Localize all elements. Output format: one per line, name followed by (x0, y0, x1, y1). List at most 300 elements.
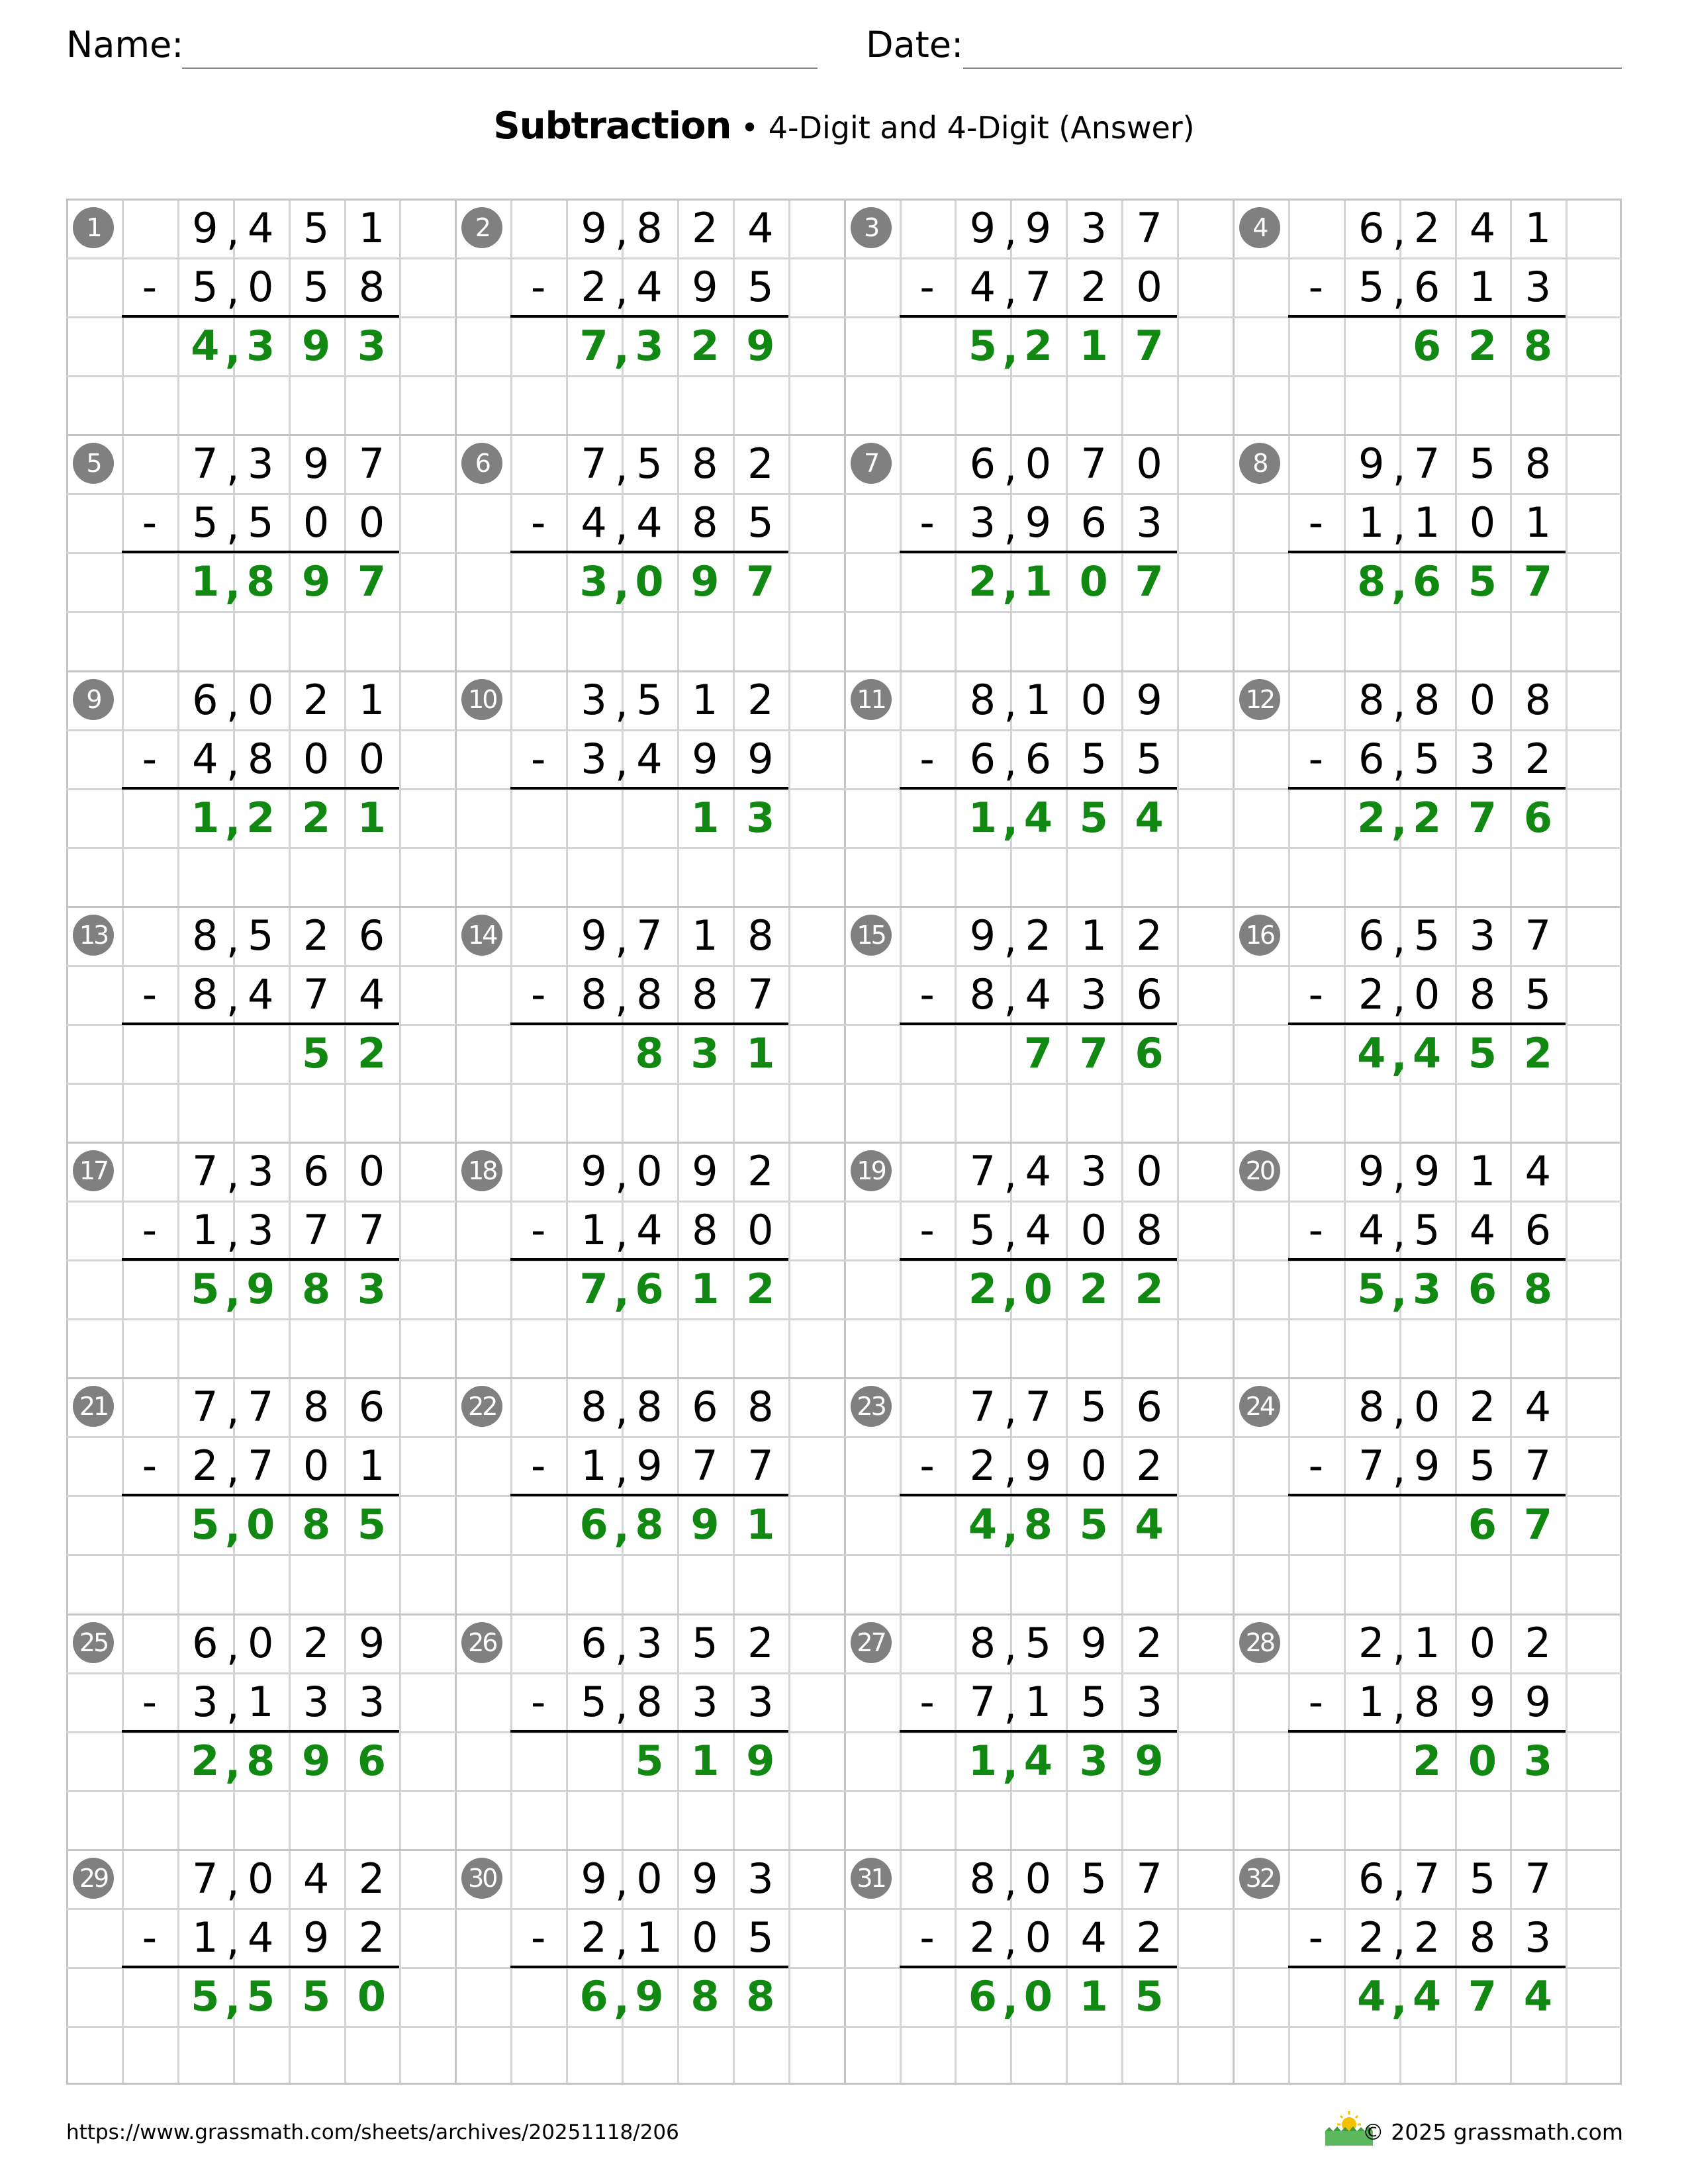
answer-digit: 7 (579, 322, 608, 371)
subtrahend-digit: 7 (1524, 1441, 1552, 1490)
subtrahend-digit: 8 (1469, 1913, 1496, 1962)
minuend-digit: 1 (1025, 675, 1052, 724)
subtrahend-digit: 7 (969, 1677, 996, 1726)
minuend-digit: 5 (1413, 911, 1440, 960)
answer-digit: 4 (968, 1500, 997, 1549)
minuend-digit: 0 (636, 1854, 663, 1903)
minus-sign: - (531, 1913, 546, 1962)
subtrahend-digit: 9 (1469, 1677, 1496, 1726)
thousands-separator: , (615, 1856, 628, 1905)
thousands-separator: , (226, 1444, 240, 1493)
minuend-digit: 6 (303, 1147, 330, 1195)
answer-digit: 4 (1023, 793, 1053, 842)
answer-digit: 4 (1135, 793, 1164, 842)
answer-digit: 3 (1079, 1736, 1108, 1785)
thousands-separator: , (1391, 1031, 1407, 1080)
minuend-digit: 0 (247, 675, 274, 724)
subtrahend-digit: 0 (303, 734, 330, 783)
answer-digit: 1 (191, 793, 220, 842)
problem-number-badge: 24 (1239, 1386, 1280, 1427)
subtrahend-digit: 5 (581, 1677, 607, 1726)
answer-digit: 5 (1135, 1972, 1164, 2021)
answer-digit: 3 (357, 322, 387, 371)
minus-sign: - (142, 263, 158, 312)
problem-number-badge: 8 (1239, 443, 1280, 484)
answer-line (900, 1966, 1178, 1968)
answer-digit: 2 (1135, 1265, 1164, 1314)
minuend-digit: 2 (1136, 911, 1162, 960)
minus-sign: - (142, 734, 158, 783)
thousands-separator: , (1004, 1915, 1017, 1964)
answer-line (122, 551, 400, 553)
minuend-digit: 9 (581, 911, 607, 960)
minuend-digit: 3 (247, 1147, 274, 1195)
minuend-digit: 9 (1413, 1147, 1440, 1195)
subtrahend-digit: 0 (692, 1913, 718, 1962)
subtrahend-digit: 3 (747, 1677, 774, 1726)
subtrahend-digit: 8 (1136, 1206, 1162, 1255)
subtrahend-digit: 9 (1025, 1441, 1052, 1490)
answer-digit: 9 (302, 557, 331, 606)
subtrahend-digit: 4 (969, 263, 996, 312)
subtrahend-digit: 6 (969, 734, 996, 783)
minuend-digit: 2 (303, 911, 330, 960)
problem-number-badge: 5 (73, 443, 114, 484)
minuend-digit: 1 (1080, 911, 1107, 960)
problem-number-badge: 32 (1239, 1858, 1280, 1899)
subtrahend-digit: 1 (1413, 498, 1440, 547)
thousands-separator: , (226, 1621, 240, 1670)
answer-digit: 9 (746, 1736, 775, 1785)
footer-copyright: © 2025 grassmath.com (1362, 2119, 1623, 2145)
answer-digit: 2 (1468, 322, 1497, 371)
subtrahend-digit: 5 (1080, 1677, 1107, 1726)
thousands-separator: , (615, 206, 628, 255)
minus-sign: - (1308, 1441, 1323, 1490)
subtrahend-digit: 5 (747, 498, 774, 547)
subtrahend-digit: 5 (303, 263, 330, 312)
thousands-separator: , (615, 678, 628, 727)
answer-digit: 8 (1023, 1500, 1053, 1549)
answer-line (900, 315, 1178, 318)
thousands-separator: , (1391, 1974, 1407, 2023)
answer-digit: 4 (1357, 1972, 1386, 2021)
thousands-separator: , (1004, 265, 1017, 314)
minuend-digit: 8 (969, 675, 996, 724)
title-main: Subtraction (493, 105, 731, 148)
answer-digit: 4 (1357, 1028, 1386, 1077)
answer-digit: 6 (357, 1736, 387, 1785)
subtrahend-digit: 3 (358, 1677, 385, 1726)
problem-number-badge: 31 (851, 1858, 892, 1899)
thousands-separator: , (224, 796, 241, 844)
minuend-digit: 7 (358, 439, 385, 488)
subtrahend-digit: 1 (192, 1206, 218, 1255)
subtrahend-digit: 9 (692, 263, 718, 312)
subtrahend-digit: 9 (747, 734, 774, 783)
answer-digit: 5 (302, 1972, 331, 2021)
answer-digit: 8 (302, 1265, 331, 1314)
thousands-separator: , (615, 1385, 628, 1434)
thousands-separator: , (615, 972, 628, 1021)
problem-number-badge: 27 (851, 1622, 892, 1663)
grid-line (66, 1554, 1622, 1556)
subtrahend-digit: 0 (1413, 970, 1440, 1019)
minuend-digit: 8 (969, 1854, 996, 1903)
answer-digit: 6 (1523, 793, 1552, 842)
answer-digit: 2 (1523, 1028, 1552, 1077)
minus-sign: - (919, 970, 935, 1019)
minuend-digit: 1 (358, 675, 385, 724)
minuend-digit: 0 (1413, 1383, 1440, 1432)
answer-digit: 4 (191, 322, 220, 371)
minuend-digit: 4 (1524, 1383, 1552, 1432)
answer-line (510, 315, 788, 318)
answer-line (510, 787, 788, 790)
subtrahend-digit: 5 (1413, 734, 1440, 783)
problem-number-badge: 7 (851, 443, 892, 484)
minuend-digit: 7 (1136, 1854, 1162, 1903)
minuend-digit: 6 (692, 1383, 718, 1432)
thousands-separator: , (226, 678, 240, 727)
minuend-digit: 2 (1524, 1618, 1552, 1667)
minuend-digit: 8 (969, 1618, 996, 1667)
subtrahend-digit: 0 (303, 498, 330, 547)
minuend-digit: 7 (1413, 1854, 1440, 1903)
answer-digit: 3 (635, 322, 664, 371)
minus-sign: - (1308, 970, 1323, 1019)
answer-digit: 2 (968, 1265, 997, 1314)
answer-digit: 6 (1413, 322, 1442, 371)
minuend-digit: 1 (1469, 1147, 1496, 1195)
minus-sign: - (142, 970, 158, 1019)
subtrahend-digit: 2 (1358, 970, 1385, 1019)
thousands-separator: , (615, 1444, 628, 1493)
subtrahend-digit: 8 (692, 498, 718, 547)
grid-line (66, 1083, 1622, 1085)
answer-digit: 0 (246, 1500, 275, 1549)
subtrahend-digit: 1 (358, 1441, 385, 1490)
thousands-separator: , (1004, 442, 1017, 491)
subtrahend-digit: 3 (247, 1206, 274, 1255)
minuend-digit: 4 (1469, 204, 1496, 252)
subtrahend-digit: 7 (747, 970, 774, 1019)
subtrahend-digit: 5 (247, 498, 274, 547)
minuend-digit: 5 (1080, 1383, 1107, 1432)
answer-line (900, 551, 1178, 553)
minuend-digit: 3 (1469, 911, 1496, 960)
subtrahend-digit: 6 (1136, 970, 1162, 1019)
problem-number-badge: 10 (461, 679, 502, 720)
subtrahend-digit: 2 (192, 1441, 218, 1490)
answer-digit: 1 (1079, 1972, 1108, 2021)
answer-digit: 1 (968, 1736, 997, 1785)
answer-line (122, 1730, 400, 1733)
answer-digit: 5 (191, 1500, 220, 1549)
subtrahend-digit: 1 (1025, 1677, 1052, 1726)
thousands-separator: , (226, 442, 240, 491)
thousands-separator: , (1002, 324, 1019, 373)
subtrahend-digit: 8 (692, 1206, 718, 1255)
minus-sign: - (919, 734, 935, 783)
minuend-digit: 8 (1413, 675, 1440, 724)
subtrahend-digit: 3 (581, 734, 607, 783)
minuend-digit: 1 (692, 911, 718, 960)
minuend-digit: 3 (747, 1854, 774, 1903)
answer-digit: 2 (1413, 793, 1442, 842)
minuend-digit: 8 (1358, 1383, 1385, 1432)
problem-grid (66, 199, 1622, 2085)
subtrahend-digit: 0 (747, 1206, 774, 1255)
minus-sign: - (142, 1206, 158, 1255)
thousands-separator: , (226, 913, 240, 962)
answer-line (1288, 1966, 1566, 1968)
subtrahend-digit: 0 (303, 1441, 330, 1490)
answer-line (1288, 1494, 1566, 1496)
thousands-separator: , (1392, 501, 1406, 550)
minuend-digit: 2 (1413, 204, 1440, 252)
problem-number-badge: 15 (851, 915, 892, 956)
minus-sign: - (531, 970, 546, 1019)
subtrahend-digit: 3 (1136, 498, 1162, 547)
answer-digit: 9 (746, 322, 775, 371)
thousands-separator: , (1002, 796, 1019, 844)
minuend-digit: 6 (969, 439, 996, 488)
problem-number-badge: 18 (461, 1150, 502, 1191)
thousands-separator: , (1392, 737, 1406, 786)
minuend-digit: 8 (1524, 675, 1552, 724)
answer-digit: 7 (1523, 1500, 1552, 1549)
minuend-digit: 2 (747, 1618, 774, 1667)
minuend-digit: 8 (692, 439, 718, 488)
subtrahend-digit: 6 (1413, 263, 1440, 312)
thousands-separator: , (226, 1680, 240, 1729)
subtrahend-digit: 4 (581, 498, 607, 547)
thousands-separator: , (226, 1150, 240, 1198)
answer-digit: 5 (191, 1972, 220, 2021)
minus-sign: - (919, 1913, 935, 1962)
minuend-digit: 2 (747, 675, 774, 724)
problem-number-badge: 13 (73, 915, 114, 956)
thousands-separator: , (1004, 1385, 1017, 1434)
answer-digit: 0 (1468, 1736, 1497, 1785)
subtrahend-digit: 2 (581, 1913, 607, 1962)
subtrahend-digit: 5 (969, 1206, 996, 1255)
thousands-separator: , (226, 737, 240, 786)
answer-digit: 7 (1023, 1028, 1053, 1077)
thousands-separator: , (226, 1208, 240, 1257)
subtrahend-digit: 0 (1080, 1441, 1107, 1490)
thousands-separator: , (1392, 913, 1406, 962)
minuend-digit: 7 (192, 1147, 218, 1195)
problem-number-badge: 21 (73, 1386, 114, 1427)
thousands-separator: , (1004, 501, 1017, 550)
thousands-separator: , (1392, 972, 1406, 1021)
minuend-digit: 7 (192, 439, 218, 488)
subtrahend-digit: 8 (636, 1677, 663, 1726)
answer-digit: 1 (968, 793, 997, 842)
answer-line (510, 1494, 788, 1496)
minuend-digit: 2 (747, 439, 774, 488)
minuend-digit: 4 (1524, 1147, 1552, 1195)
answer-digit: 6 (1413, 557, 1442, 606)
subtrahend-digit: 2 (358, 1913, 385, 1962)
answer-digit: 9 (246, 1265, 275, 1314)
minus-sign: - (1308, 263, 1323, 312)
date-label: Date: (866, 24, 964, 66)
thousands-separator: , (1392, 442, 1406, 491)
thousands-separator: , (224, 560, 241, 609)
answer-digit: 9 (1135, 1736, 1164, 1785)
minus-sign: - (142, 498, 158, 547)
minus-sign: - (919, 1206, 935, 1255)
answer-digit: 7 (1079, 1028, 1108, 1077)
subtrahend-digit: 0 (247, 263, 274, 312)
subtrahend-digit: 2 (581, 263, 607, 312)
answer-line (900, 1258, 1178, 1261)
minuend-digit: 2 (1025, 911, 1052, 960)
minus-sign: - (142, 1441, 158, 1490)
thousands-separator: , (615, 1915, 628, 1964)
subtrahend-digit: 0 (1469, 498, 1496, 547)
thousands-separator: , (615, 1680, 628, 1729)
answer-line (122, 1966, 400, 1968)
subtrahend-digit: 9 (303, 1913, 330, 1962)
minuend-digit: 3 (1080, 1147, 1107, 1195)
thousands-separator: , (1004, 913, 1017, 962)
minuend-digit: 2 (747, 1147, 774, 1195)
subtrahend-digit: 3 (192, 1677, 218, 1726)
answer-digit: 2 (191, 1736, 220, 1785)
minus-sign: - (531, 1206, 546, 1255)
answer-digit: 7 (1468, 793, 1497, 842)
thousands-separator: , (615, 265, 628, 314)
minuend-digit: 2 (303, 1618, 330, 1667)
thousands-separator: , (226, 1385, 240, 1434)
answer-digit: 4 (1023, 1736, 1053, 1785)
minuend-digit: 7 (247, 1383, 274, 1432)
minuend-digit: 0 (247, 1854, 274, 1903)
thousands-separator: , (226, 1915, 240, 1964)
answer-digit: 1 (1079, 322, 1108, 371)
subtrahend-digit: 4 (247, 1913, 274, 1962)
answer-line (1288, 1730, 1566, 1733)
subtrahend-digit: 2 (1413, 1913, 1440, 1962)
answer-digit: 2 (746, 1265, 775, 1314)
minuend-digit: 7 (581, 439, 607, 488)
minus-sign: - (919, 498, 935, 547)
answer-digit: 4 (1523, 1972, 1552, 2021)
subtrahend-digit: 5 (1524, 970, 1552, 1019)
answer-digit: 5 (1357, 1265, 1386, 1314)
answer-digit: 8 (1523, 322, 1552, 371)
answer-digit: 6 (635, 1265, 664, 1314)
problem-number-badge: 9 (73, 679, 114, 720)
minuend-digit: 3 (247, 439, 274, 488)
answer-digit: 2 (1023, 322, 1053, 371)
thousands-separator: , (226, 1856, 240, 1905)
thousands-separator: , (226, 972, 240, 1021)
name-label: Name: (66, 24, 184, 66)
minuend-digit: 6 (1136, 1383, 1162, 1432)
minuend-digit: 7 (969, 1383, 996, 1432)
thousands-separator: , (1002, 1503, 1019, 1552)
minuend-digit: 5 (636, 439, 663, 488)
answer-digit: 5 (246, 1972, 275, 2021)
minuend-digit: 3 (636, 1618, 663, 1667)
thousands-separator: , (1004, 1856, 1017, 1905)
answer-digit: 0 (1023, 1972, 1053, 2021)
subtrahend-digit: 6 (1524, 1206, 1552, 1255)
subtrahend-digit: 8 (247, 734, 274, 783)
subtrahend-digit: 2 (1136, 1441, 1162, 1490)
thousands-separator: , (1004, 678, 1017, 727)
subtrahend-digit: 2 (969, 1913, 996, 1962)
answer-digit: 5 (1468, 1028, 1497, 1077)
answer-digit: 1 (1023, 557, 1053, 606)
answer-digit: 8 (302, 1500, 331, 1549)
minuend-digit: 2 (692, 204, 718, 252)
grid-line (66, 2026, 1622, 2028)
grid-line (66, 2083, 1622, 2085)
minuend-digit: 1 (1524, 204, 1552, 252)
answer-line (122, 315, 400, 318)
thousands-separator: , (614, 560, 630, 609)
subtrahend-digit: 0 (1025, 1913, 1052, 1962)
minuend-digit: 9 (1358, 1147, 1385, 1195)
minuend-digit: 9 (581, 204, 607, 252)
grid-line (66, 375, 1622, 377)
name-line (182, 68, 818, 69)
minuend-digit: 8 (747, 1383, 774, 1432)
thousands-separator: , (226, 206, 240, 255)
subtrahend-digit: 8 (358, 263, 385, 312)
minuend-digit: 6 (192, 675, 218, 724)
minus-sign: - (531, 498, 546, 547)
subtrahend-digit: 5 (1080, 734, 1107, 783)
subtrahend-digit: 7 (358, 1206, 385, 1255)
answer-digit: 0 (357, 1972, 387, 2021)
answer-digit: 2 (690, 322, 720, 371)
problem-number-badge: 4 (1239, 207, 1280, 248)
answer-digit: 5 (1079, 793, 1108, 842)
thousands-separator: , (1002, 1974, 1019, 2023)
minuend-digit: 0 (247, 1618, 274, 1667)
minuend-digit: 5 (1080, 1854, 1107, 1903)
answer-digit: 8 (690, 1972, 720, 2021)
answer-digit: 5 (1468, 557, 1497, 606)
minuend-digit: 9 (692, 1854, 718, 1903)
answer-digit: 2 (1079, 1265, 1108, 1314)
thousands-separator: , (226, 265, 240, 314)
answer-digit: 1 (690, 1736, 720, 1785)
footer-url: https://www.grassmath.com/sheets/archives/20251118/206 (66, 2120, 679, 2144)
answer-digit: 7 (1468, 1972, 1497, 2021)
minuend-digit: 5 (247, 911, 274, 960)
minuend-digit: 0 (1469, 675, 1496, 724)
minuend-digit: 5 (1469, 1854, 1496, 1903)
minuend-digit: 9 (358, 1618, 385, 1667)
subtrahend-digit: 6 (1080, 498, 1107, 547)
answer-digit: 6 (1468, 1500, 1497, 1549)
subtrahend-digit: 1 (1358, 498, 1385, 547)
answer-digit: 1 (690, 1265, 720, 1314)
subtrahend-digit: 4 (1025, 970, 1052, 1019)
subtrahend-digit: 0 (358, 734, 385, 783)
minuend-digit: 4 (303, 1854, 330, 1903)
minuend-digit: 5 (692, 1618, 718, 1667)
minuend-digit: 0 (1136, 1147, 1162, 1195)
